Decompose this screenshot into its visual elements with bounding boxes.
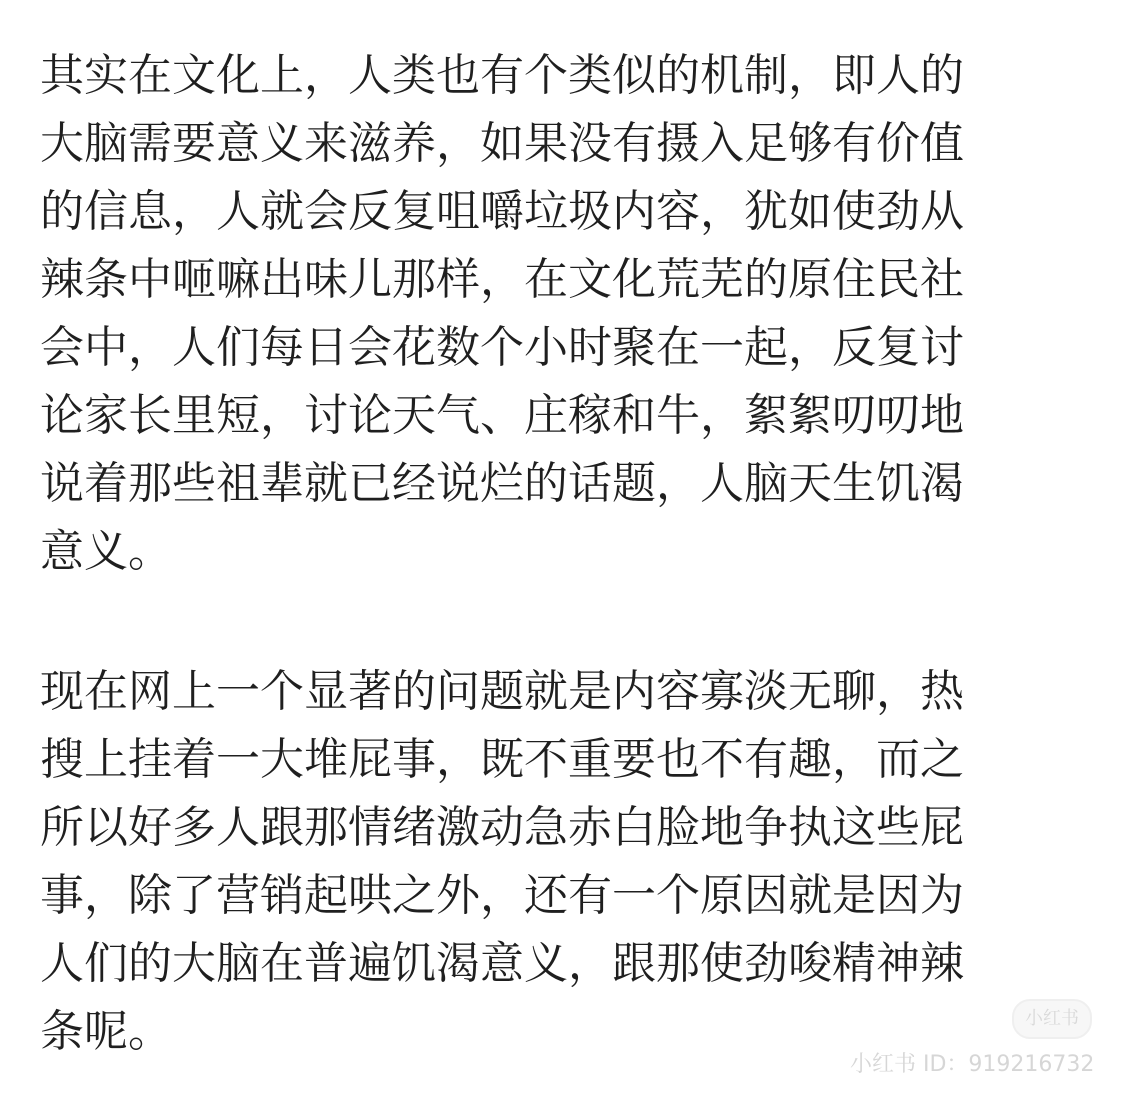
text-line: 现在网上一个显著的问题就是内容寡淡无聊，热 [40,666,964,717]
text-line: 辣条中咂嘛出味儿那样，在文化荒芜的原住民社 [40,254,964,305]
text-line: 的信息，人就会反复咀嚼垃圾内容，犹如使劲从 [40,186,964,237]
paragraph-spacer [40,586,1085,658]
text-line: 意义。 [40,526,172,577]
paragraph-1 [40,42,1085,586]
watermark-logo-badge: 小红书 [1012,999,1092,1039]
text-line: 所以好多人跟那情绪激动急赤白脸地争执这些屁 [40,802,964,853]
text-line: 说着那些祖辈就已经说烂的话题，人脑天生饥渴 [40,458,964,509]
text-line: 搜上挂着一大堆屁事，既不重要也不有趣，而之 [40,734,964,785]
text-line: 大脑需要意义来滋养，如果没有摄入足够有价值 [40,118,964,169]
text-line: 论家长里短，讨论天气、庄稼和牛，絮絮叨叨地 [40,390,964,441]
text-line: 其实在文化上，人类也有个类似的机制，即人的 [40,50,964,101]
paragraph-2 [40,658,1085,1066]
text-line: 条呢。 [40,1006,172,1057]
text-line: 人们的大脑在普遍饥渴意义，跟那使劲唆精神辣 [40,938,964,989]
article-body [40,42,1085,1066]
text-line: 会中，人们每日会花数个小时聚在一起，反复讨 [40,322,964,373]
text-line: 事，除了营销起哄之外，还有一个原因就是因为 [40,870,964,921]
watermark-id-text: 小红书 ID：919216732 [850,1052,1095,1077]
